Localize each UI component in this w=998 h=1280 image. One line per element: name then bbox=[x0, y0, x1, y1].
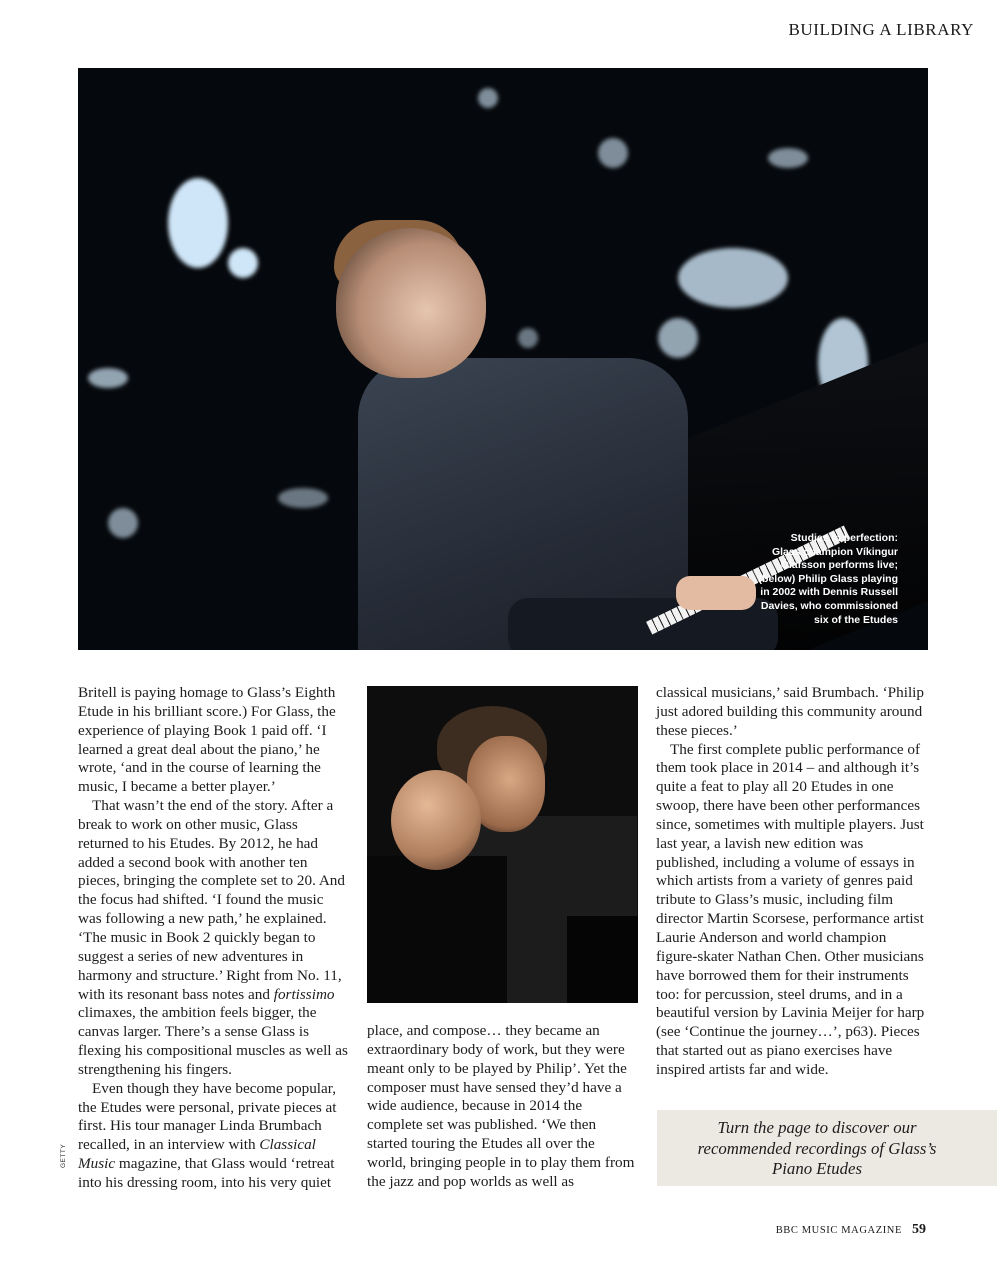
magazine-name: BBC MUSIC MAGAZINE bbox=[775, 1225, 902, 1236]
hero-caption: Studies in perfection: Glass champion Víkingur Ólafsson performs live; (below) Philip Glass playing in 2002 with Dennis Russell Davies, who commissioned six of the Etudes bbox=[758, 532, 898, 626]
text-run: The first complete public performance of them took place in 2014 – and although it’s quite a feat to play all 20 Etudes in one swoop, there have been other performances since, sometimes with multiple players. Just last year, a lavish new edition was published, including a volume of essays in which artists from a variety of genres paid tribute to Glass’s music, including film director Martin Scorsese, performance artist Laurie Anderson and world champion figure-skater Nathan Chen. Other musicians have borrowed them for their instruments too: for percussion, steel drums, and in a beautiful version by Lavinia Meijer for harp (see ‘Continue the journey…’, p63). Pieces that started out as piano exercises have inspired artists far and wide. bbox=[656, 740, 925, 1078]
italic-text: fortissimo bbox=[273, 985, 335, 1003]
promo-text: Turn the page to discover our recommended recordings of Glass’s Piano Etudes bbox=[697, 1118, 937, 1178]
italic-text: Classical Music bbox=[78, 1136, 316, 1173]
article-column-1 bbox=[78, 684, 348, 1193]
page-number: 59 bbox=[912, 1222, 926, 1237]
paragraph bbox=[78, 1080, 348, 1193]
photo-credit: GETTY bbox=[60, 1143, 67, 1168]
article-column-2 bbox=[367, 1022, 637, 1192]
text-run: Even though they have become popular, the Etudes were personal, private pieces at first. His tour manager Linda Brumbach recalled, in an interview with bbox=[78, 1079, 337, 1154]
text-run: That wasn’t the end of the story. After a break to work on other music, Glass returned to his Etudes. By 2012, he had added a second book with another ten pieces, bringing the complete set to 20. And the focus had shifted. ‘I found the music was following a new path,’ he explained. ‘The music in Book 2 quickly began to suggest a series of new adventures in harmony and structure.’ Right from No. 11, with its resonant bass notes and bbox=[78, 797, 345, 1003]
promo-box bbox=[657, 1110, 997, 1186]
paragraph bbox=[78, 684, 348, 797]
paragraph bbox=[656, 684, 928, 741]
page-footer bbox=[776, 1220, 926, 1238]
pianist-head bbox=[336, 228, 486, 378]
text-run: magazine, that Glass would ‘retreat into his dressing room, into his very quiet bbox=[78, 1155, 335, 1191]
text-run: classical musicians,’ said Brumbach. ‘Philip just adored building this community around these pieces.’ bbox=[656, 684, 924, 739]
paragraph bbox=[367, 1022, 637, 1192]
paragraph bbox=[78, 797, 348, 1080]
article-column-3 bbox=[656, 684, 928, 1080]
text-run: climaxes, the ambition feels bigger, the canvas larger. There’s a sense Glass is flexing his compositional muscles as well as strengthening his fingers. bbox=[78, 1004, 348, 1078]
text-run: place, and compose… they became an extraordinary body of work, but they were meant only to be played by Philip’. Yet the composer must have sensed they’d have a wide audience, because in 2014 the complete set was published. ‘We then started touring the Etudes all over the world, bringing people in to play them from the jazz and pop worlds as well as bbox=[367, 1022, 635, 1190]
paragraph bbox=[656, 741, 928, 1080]
hero-photo bbox=[78, 68, 928, 650]
section-label: BUILDING A LIBRARY bbox=[788, 20, 974, 39]
glass-duo-photo bbox=[367, 686, 638, 1003]
text-run: Britell is paying homage to Glass’s Eighth Etude in his brilliant score.) For Glass, the experience of playing Book 1 paid off. ‘I learned a great deal about the piano,’ he wrote, ‘and in the course of learning the music, I became a better player.’ bbox=[78, 684, 336, 796]
